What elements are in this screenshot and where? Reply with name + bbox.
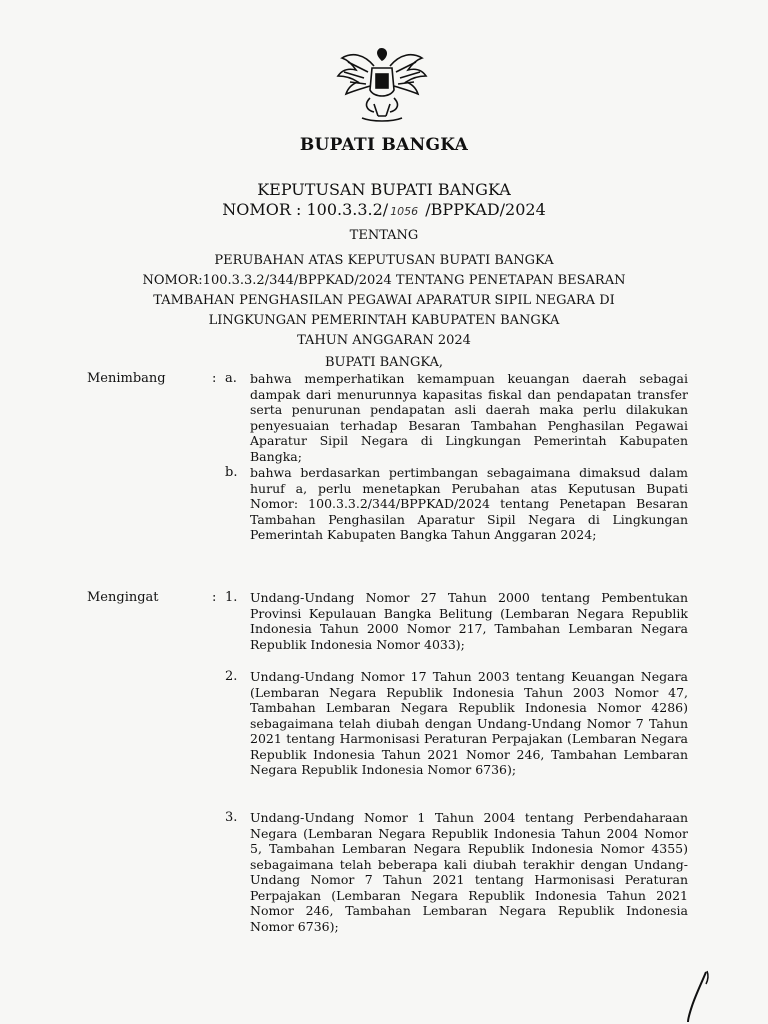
decree-number-prefix: NOMOR : 100.3.3.2/: [222, 200, 389, 219]
decree-number: [0, 200, 768, 219]
mengingat-label: Mengingat: [87, 590, 159, 605]
subject-line: TAHUN ANGGARAN 2024: [297, 333, 471, 348]
menimbang-item-marker: b.: [225, 465, 238, 480]
menimbang-item-marker: a.: [225, 371, 237, 386]
subject-line: PERUBAHAN ATAS KEPUTUSAN BUPATI BANGKA: [214, 253, 554, 268]
mengingat-item-text: Undang-Undang Nomor 17 Tahun 2003 tentang Keuangan Negara (Lembaran Negara Republik Indonesia Tahun 2003 Nomor 47, Tambahan Lembaran Negara Republik Indonesia Nomor 4286) sebagaimana telah diubah dengan Undang-Undang Nomor 7 Tahun 2021 tentang Harmonisasi Peraturan Perpajakan (Lembaran Negara Republik Indonesia Tahun 2021 Nomor 246, Tambahan Lembaran Negara Republik Indonesia Nomor 6736);: [250, 669, 688, 777]
subject-line: NOMOR:100.3.3.2/344/BPPKAD/2024 TENTANG PENETAPAN BESARAN: [142, 273, 626, 288]
decree-number-handwritten: 1056: [390, 205, 419, 218]
mengingat-item-marker: 1.: [225, 590, 238, 605]
issuer-title: BUPATI BANGKA: [299, 135, 469, 155]
mengingat-item-text: Undang-Undang Nomor 27 Tahun 2000 tentang Pembentukan Provinsi Kepulauan Bangka Belitung (Lembaran Negara Republik Indonesia Tahun 2000 Nomor 217, Tambahan Lembaran Negara Republik Indonesia Nomor 4033);: [250, 590, 688, 652]
authority-line: BUPATI BANGKA,: [324, 355, 444, 370]
subject-line: TAMBAHAN PENGHASILAN PEGAWAI APARATUR SIPIL NEGARA DI: [153, 293, 615, 308]
decree-number-suffix: /BPPKAD/2024: [420, 200, 546, 219]
decree-title: KEPUTUSAN BUPATI BANGKA: [257, 180, 511, 199]
garuda-emblem-icon: [334, 46, 430, 126]
paraf-signature-icon: [676, 968, 716, 1024]
menimbang-label: Menimbang: [87, 371, 166, 386]
mengingat-item-text: Undang-Undang Nomor 1 Tahun 2004 tentang Perbendaharaan Negara (Lembaran Negara Republik Indonesia Tahun 2004 Nomor 5, Tambahan Lembaran Negara Republik Indonesia Nomor 4355) sebagaimana telah beberapa kali diubah terakhir dengan Undang-Undang Nomor 7 Tahun 2021 tentang Harmonisasi Peraturan Perpajakan (Lembaran Negara Republik Indonesia Tahun 2021 Nomor 246, Tambahan Lembaran Negara Republik Indonesia Nomor 6736);: [250, 810, 688, 934]
mengingat-item-marker: 2.: [225, 669, 238, 684]
menimbang-colon: :: [212, 371, 217, 386]
mengingat-item-marker: 3.: [225, 810, 238, 825]
subject-line: LINGKUNGAN PEMERINTAH KABUPATEN BANGKA: [208, 313, 560, 328]
mengingat-colon: :: [212, 590, 217, 605]
tentang-heading: TENTANG: [349, 228, 419, 243]
menimbang-item-text: bahwa berdasarkan pertimbangan sebagaimana dimaksud dalam huruf a, perlu menetapkan Perubahan atas Keputusan Bupati Nomor: 100.3.3.2/344/BPPKAD/2024 tentang Penetapan Besaran Tambahan Penghasilan Aparatur Sipil Negara di Lingkungan Pemerintah Kabupaten Bangka Tahun Anggaran 2024;: [250, 465, 688, 542]
menimbang-item-text: bahwa memperhatikan kemampuan keuangan daerah sebagai dampak dari menurunnya kapasitas fiskal dan pendapatan transfer serta penurunan pendapatan asli daerah maka perlu dilakukan penyesuaian terhadap Besaran Tambahan Penghasilan Pegawai Aparatur Sipil Negara di Lingkungan Pemerintah Kabupaten Bangka;: [250, 371, 688, 464]
decree-subject: [0, 251, 768, 351]
